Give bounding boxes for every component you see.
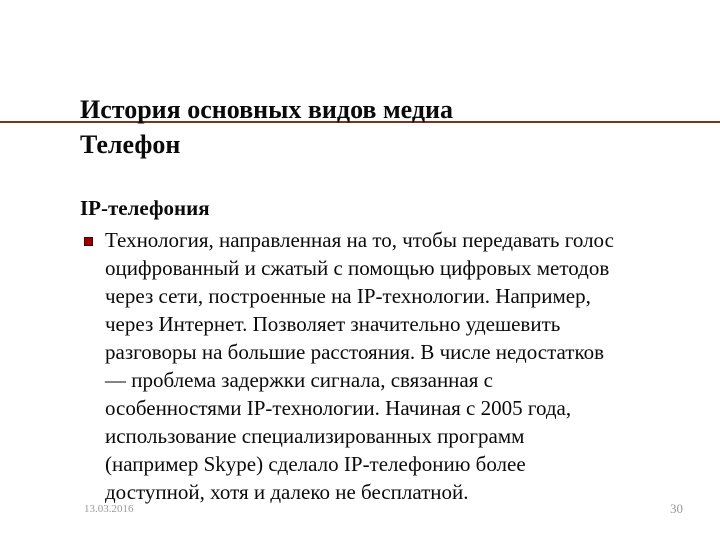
bullet-paragraph <box>80 226 660 506</box>
square-bullet-icon <box>84 237 93 246</box>
bullet-text-line: доступной, хотя и далеко не бесплатной. <box>105 480 469 504</box>
slide-title-line-1: История основных видов медиа <box>80 95 454 124</box>
bullet-text-line: через сети, построенные на IP-технологии. Например, <box>105 284 591 308</box>
bullet-text-line: Технология, направленная на то, чтобы передавать голос <box>105 228 614 252</box>
footer-date: 13.03.2016 <box>84 503 134 515</box>
bullet-text-line: разговоры на большие расстояния. В числе недостатков <box>105 340 605 364</box>
bullet-text-line: через Интернет. Позволяет значительно удешевить <box>105 312 561 336</box>
slide-number: 30 <box>670 501 683 516</box>
slide-title <box>80 92 453 162</box>
bullet-text <box>105 226 660 506</box>
bullet-text-line: — проблема задержки сигнала, связанная с <box>105 368 493 392</box>
bullet-text-line: оцифрованный и сжатый с помощью цифровых методов <box>105 256 610 280</box>
bullet-text-line: (например Skype) сделало IP-телефонию более <box>105 452 526 476</box>
body-heading: IP-телефония <box>80 196 210 220</box>
bullet-text-line: особенностями IP-технологии. Начиная с 2005 года, <box>105 396 572 420</box>
bullet-text-line: использование специализированных программ <box>105 424 525 448</box>
slide-title-line-2: Телефон <box>80 130 181 159</box>
